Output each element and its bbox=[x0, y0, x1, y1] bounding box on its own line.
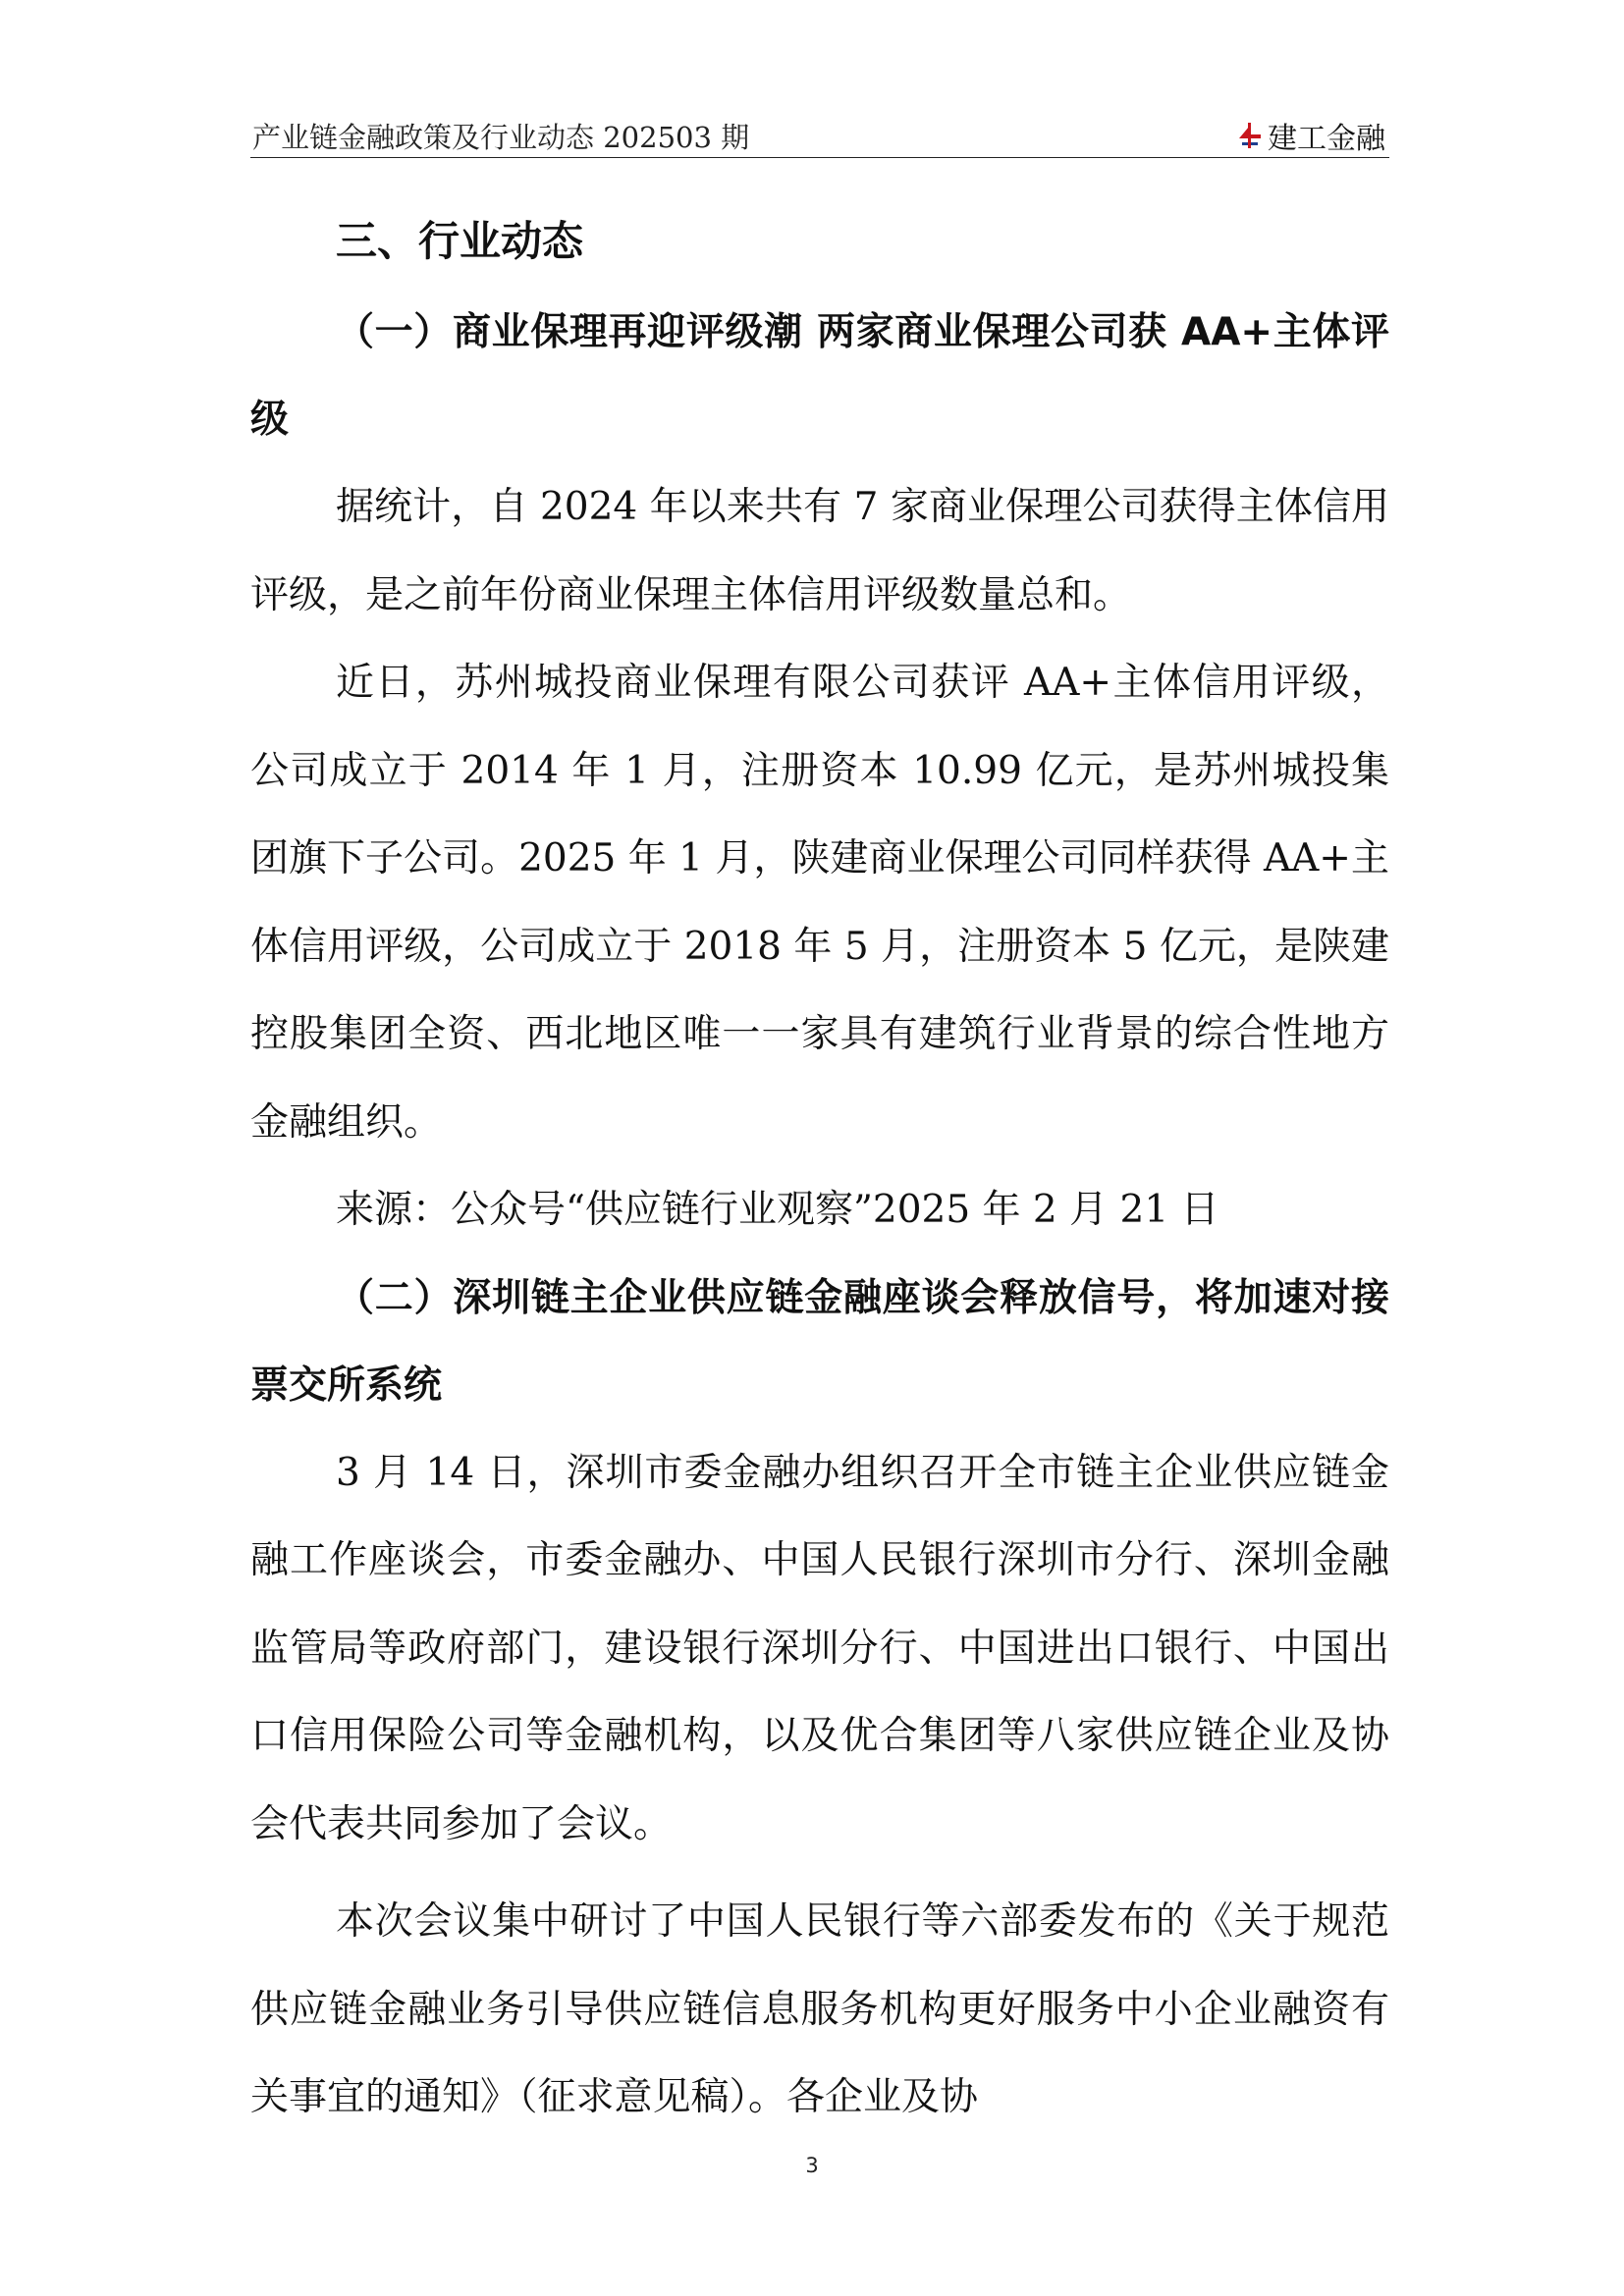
item-title: （二）深圳链主企业供应链金融座谈会释放信号，将加速对接票交所系统 bbox=[250, 1275, 1389, 1408]
paragraph: 近日，苏州城投商业保理有限公司获评 AA+主体信用评级，公司成立于 2014 年 1 月，注册资本 10.99 亿元，是苏州城投集团旗下子公司。2025 年 1 月，陕建商业保理公司同样获得 AA+主体信用评级，公司成立于 2018 年 5 月，注册资本 5 亿元，是陕建控股集团全资、西北地区唯一一家具有建筑行业背景的综合性地方金融组织。 bbox=[250, 661, 1389, 1145]
header-title: 产业链金融政策及行业动态 202503 期 bbox=[252, 121, 750, 154]
item-title: （一）商业保理再迎评级潮 两家商业保理公司获 AA+主体评级 bbox=[250, 310, 1389, 442]
source-note: 来源：公众号“供应链行业观察”2025 年 2 月 21 日 bbox=[336, 1188, 1219, 1232]
paragraph: 本次会议集中研讨了中国人民银行等六部委发布的《关于规范供应链金融业务引导供应链信息服务机构更好服务中小企业融资有关事宜的通知》（征求意见稿）。各企业及协 bbox=[250, 1899, 1389, 2119]
header-brand-block bbox=[1236, 114, 1385, 157]
paragraph: 据统计，自 2024 年以来共有 7 家商业保理公司获得主体信用评级，是之前年份商业保理主体信用评级数量总和。 bbox=[250, 485, 1389, 617]
company-logo-icon bbox=[1236, 121, 1264, 150]
page-header bbox=[250, 110, 1389, 158]
page-number: 3 bbox=[805, 2154, 819, 2177]
paragraph: 3 月 14 日，深圳市委金融办组织召开全市链主企业供应链金融工作座谈会，市委金融办、中国人民银行深圳市分行、深圳金融监管局等政府部门，建设银行深圳分行、中国进出口银行、中国出口信用保险公司等金融机构，以及优合集团等八家供应链企业及协会代表共同参加了会议。 bbox=[250, 1450, 1389, 1846]
document-body bbox=[250, 194, 1389, 2142]
section-title: 三、行业动态 bbox=[336, 217, 584, 265]
header-brand-name: 建工金融 bbox=[1268, 122, 1385, 156]
